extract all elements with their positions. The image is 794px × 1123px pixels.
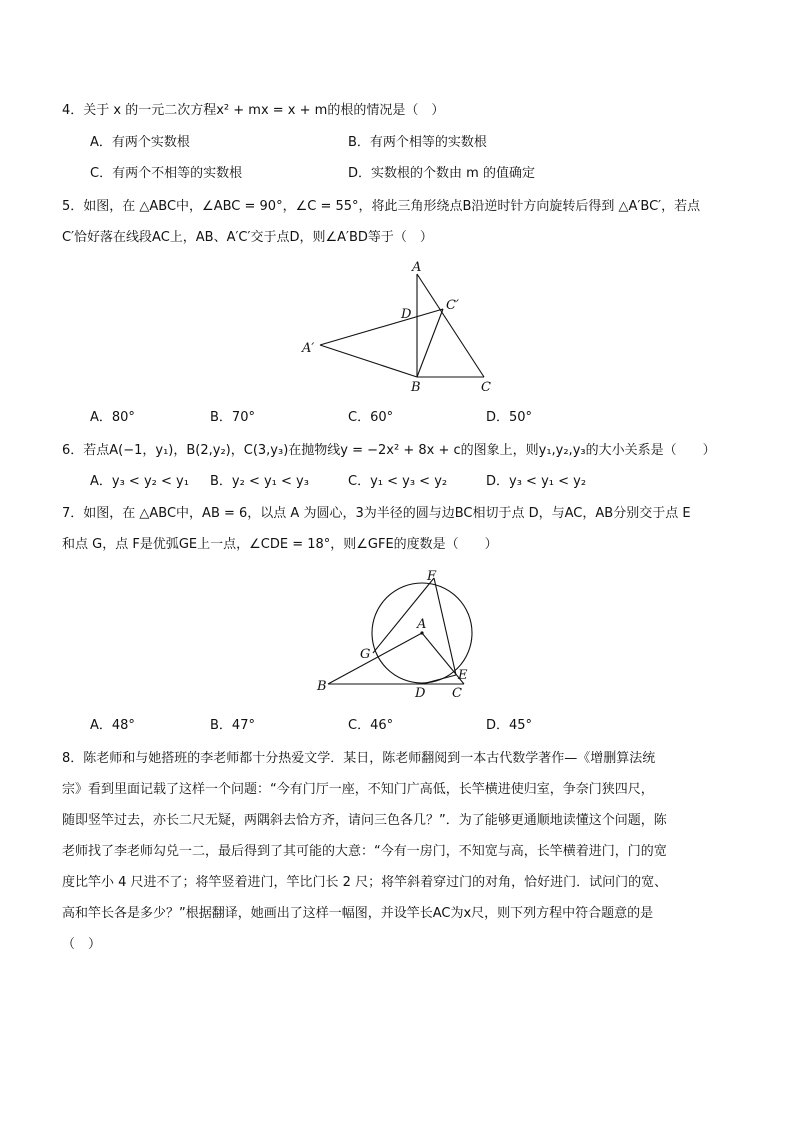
q4-option-d: D．实数根的个数由 m 的值确定 bbox=[348, 166, 535, 181]
q6-stem: 6．若点A(−1，y₁)，B(2,y₂)，C(3,y₃)在抛物线y = −2x² + 8x + c的图象上，则y₁,y₂,y₃的大小关系是（ ） bbox=[62, 443, 716, 458]
q7-label-e: E bbox=[458, 668, 468, 683]
q7-option-d: D．45° bbox=[486, 718, 533, 733]
q7-option-b: B．47° bbox=[210, 718, 255, 733]
q8-line-3: 随即竖竿过去，亦长二尺无疑，两隅斜去恰方齐，请问三色各几？”．为了能够更通顺地读懂这个问题，陈 bbox=[62, 813, 667, 828]
q7-circle-figure bbox=[314, 563, 484, 703]
q7-option-a: A．48° bbox=[90, 718, 135, 733]
q8-line-1: 8．陈老师和与她搭班的李老师都十分热爱文学．某日，陈老师翻阅到一本古代数学著作—《增删算法统 bbox=[62, 751, 656, 766]
q7-label-c: C bbox=[452, 686, 462, 701]
q5-label-a-prime: A′ bbox=[302, 341, 315, 356]
q8-line-5: 度比竿小 4 尺进不了；将竿竖着进门，竿比门长 2 尺；将竿斜着穿过门的对角，恰好进门．试问门的宽、 bbox=[62, 875, 668, 890]
q7-stem-line1: 7．如图，在 △ABC中，AB = 6，以点 A 为圆心，3为半径的圆与边BC相切于点 D，与AC，AB分别交于点 E bbox=[62, 506, 691, 521]
q4-option-a: A．有两个实数根 bbox=[90, 135, 190, 150]
q8-line-4: 老师找了李老师勾兑一二，最后得到了其可能的大意：“今有一房门，不知宽与高，长竿横着进门，门的宽 bbox=[62, 844, 667, 859]
q8-line-6: 高和竿长各是多少？”根据翻译，她画出了这样一幅图，并设竿长AC为x尺，则下列方程中符合题意的是 bbox=[62, 906, 654, 921]
q5-option-c: C．60° bbox=[348, 410, 394, 425]
q4-option-b: B．有两个相等的实数根 bbox=[348, 135, 487, 150]
q7-label-b: B bbox=[317, 679, 327, 694]
q7-option-c: C．46° bbox=[348, 718, 394, 733]
q5-option-b: B．70° bbox=[210, 410, 255, 425]
q7-label-a: A bbox=[417, 617, 427, 632]
q4-option-c: C．有两个不相等的实数根 bbox=[90, 166, 243, 181]
q5-label-b: B bbox=[411, 380, 421, 395]
q5-option-a: A．80° bbox=[90, 410, 135, 425]
q6-option-b: B．y₂ < y₁ < y₃ bbox=[210, 474, 309, 489]
q5-option-d: D．50° bbox=[486, 410, 533, 425]
q7-label-g: G bbox=[360, 647, 371, 662]
q5-stem-line1: 5．如图，在 △ABC中，∠ABC = 90°，∠C = 55°，将此三角形绕点B沿逆时针方向旋转后得到 △A′BC′，若点 bbox=[62, 199, 701, 214]
q5-label-a: A bbox=[412, 260, 422, 275]
q7-stem-line2: 和点 G，点 F是优弧GE上一点，∠CDE = 18°，则∠GFE的度数是（ ） bbox=[62, 537, 498, 552]
q6-option-a: A．y₃ < y₂ < y₁ bbox=[90, 474, 189, 489]
q8-line-7: （ ） bbox=[62, 937, 102, 952]
q5-label-d: D bbox=[401, 307, 412, 322]
q6-option-c: C．y₁ < y₃ < y₂ bbox=[348, 474, 448, 489]
q4-stem: 4．关于 x 的一元二次方程x² + mx = x + m的根的情况是（ ） bbox=[62, 103, 445, 118]
q7-label-f: F bbox=[427, 569, 437, 584]
q6-option-d: D．y₃ < y₁ < y₂ bbox=[486, 474, 587, 489]
q5-stem-line2: C′恰好落在线段AC上，AB、A′C′交于点D，则∠A′BD等于（ ） bbox=[62, 230, 433, 245]
q5-triangle-figure bbox=[298, 258, 518, 398]
q8-line-2: 宗》看到里面记载了这样一个问题：“今有门厅一座，不知门广高低，长竿横进使归室，争奈门狭四尺， bbox=[62, 782, 654, 797]
q5-label-c: C bbox=[481, 380, 491, 395]
q5-label-c-prime: C′ bbox=[446, 298, 459, 313]
q7-label-d: D bbox=[415, 686, 426, 701]
